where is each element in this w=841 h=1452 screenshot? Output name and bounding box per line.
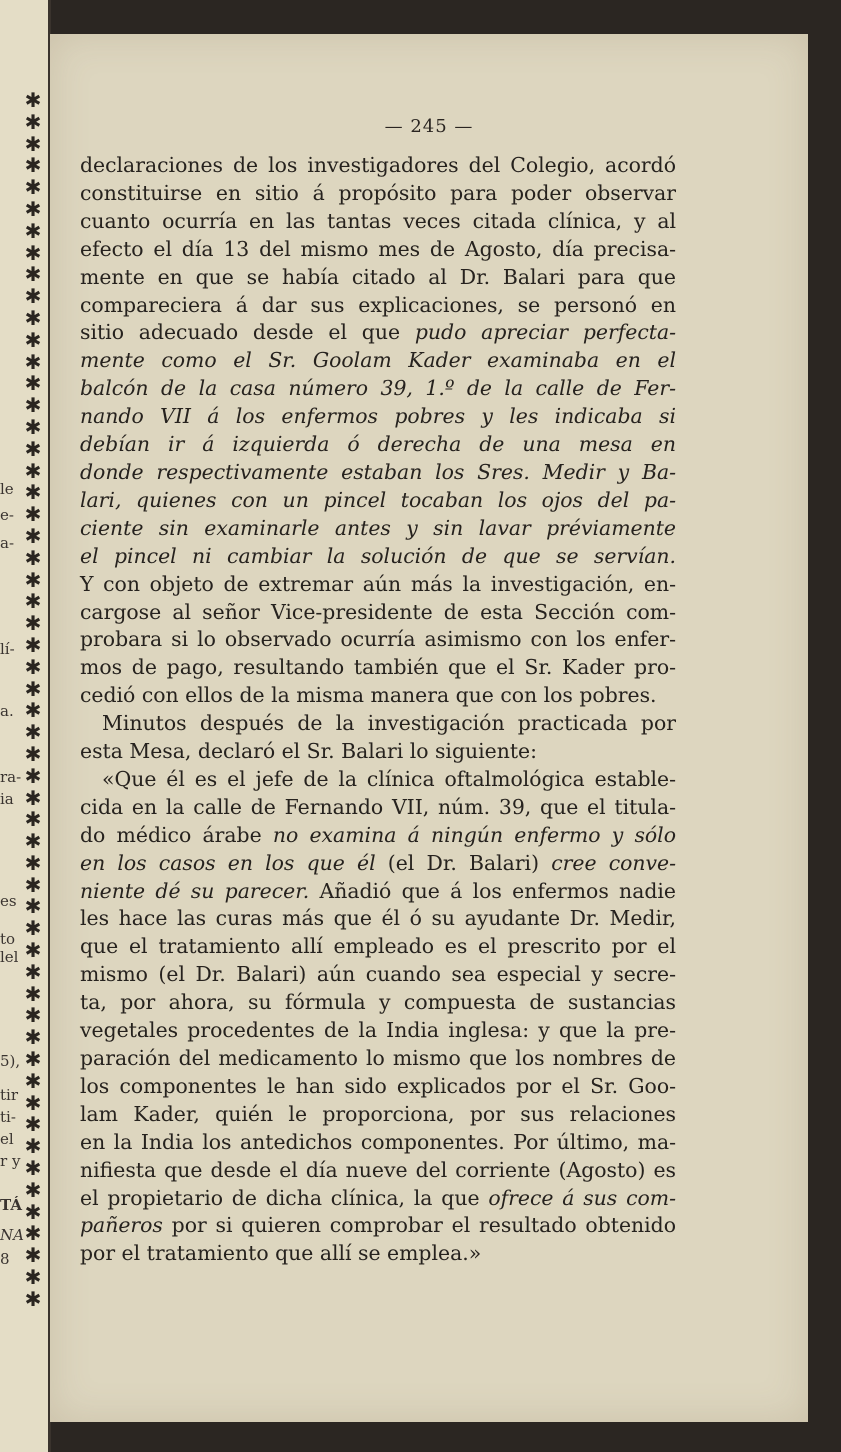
text-line: [80, 571, 676, 599]
strip-fragment: 8: [0, 1250, 10, 1268]
text-line: [80, 1212, 676, 1240]
page-number: — 245 —: [384, 116, 474, 137]
strip-fragment: r y: [0, 1152, 21, 1170]
strip-fragment: TÁ: [0, 1196, 22, 1214]
text-line: [80, 375, 676, 403]
text-segment: esta Mesa, declaró el Sr. Balari lo siguiente:: [80, 739, 537, 764]
text-segment: mos de pago, resultando también que el Sr. Kader pro-: [80, 655, 676, 680]
text-line: [80, 766, 676, 794]
text-segment: por si quieren comprobar el resultado obtenido: [162, 1213, 676, 1238]
text-line: [80, 961, 676, 989]
text-line: [80, 208, 676, 236]
text-line: [80, 599, 676, 627]
star-border: ✱ ✱ ✱ ✱ ✱ ✱ ✱ ✱ ✱ ✱ ✱ ✱ ✱ ✱ ✱ ✱ ✱ ✱ ✱ ✱ ✱ ✱ ✱ ✱ ✱ ✱ ✱ ✱ ✱ ✱ ✱ ✱ ✱ ✱ ✱ ✱ ✱ ✱ ✱ ✱ ✱ ✱ ✱ ✱ ✱ ✱ ✱ ✱ ✱ ✱ ✱ ✱ ✱ ✱ ✱ ✱: [24, 88, 42, 1311]
text-segment: el pincel ni cambiar la solución de que se servían.: [80, 543, 676, 568]
text-segment: el propietario de dicha clínica, la que: [80, 1185, 489, 1210]
text-line: [80, 822, 676, 850]
text-line: [80, 487, 676, 515]
text-line: [80, 850, 676, 878]
text-segment: Minutos después de la investigación practicada por: [102, 711, 676, 736]
text-segment: donde respectivamente estaban los Sres. Medir y Ba-: [80, 459, 676, 484]
adjacent-page-strip: [0, 0, 51, 1452]
strip-fragment: el: [0, 1130, 14, 1148]
strip-fragment: NA: [0, 1226, 24, 1244]
text-segment: pudo apreciar perfecta-: [414, 320, 676, 345]
text-line: [80, 654, 676, 682]
text-segment: por el tratamiento que allí se emplea.»: [80, 1241, 482, 1266]
text-segment: nando VII á los enfermos pobres y les indicaba si: [80, 404, 676, 429]
strip-fragment: lel: [0, 948, 19, 966]
text-line: [80, 1017, 676, 1045]
text-line: [80, 431, 676, 459]
text-line: [80, 933, 676, 961]
book-page: [50, 34, 808, 1422]
text-segment: que el tratamiento allí empleado es el prescrito por el: [80, 934, 676, 959]
body-text: [80, 152, 676, 1268]
text-segment: cargose al señor Vice-presidente de esta Sección com-: [80, 599, 676, 624]
text-segment: efecto el día 13 del mismo mes de Agosto, día precisa-: [80, 236, 676, 261]
text-segment: nifiesta que desde el día nueve del corriente (Agosto) es: [80, 1157, 676, 1182]
text-line: [80, 738, 676, 766]
text-line: [80, 1073, 676, 1101]
strip-fragment: ra-: [0, 768, 22, 786]
text-segment: pañeros: [80, 1213, 163, 1238]
strip-fragment: a-: [0, 534, 15, 552]
strip-fragment: e-: [0, 506, 14, 524]
text-line: [80, 989, 676, 1017]
text-line: [80, 905, 676, 933]
strip-fragment: lí-: [0, 640, 15, 658]
text-segment: declaraciones de los investigadores del Colegio, acordó: [80, 153, 676, 177]
text-line: [80, 1157, 676, 1185]
text-segment: do médico árabe: [80, 822, 273, 847]
text-line: [80, 459, 676, 487]
text-line: [80, 347, 676, 375]
text-line: [80, 626, 676, 654]
text-segment: (el Dr. Balari): [375, 850, 552, 875]
text-segment: lam Kader, quién le proporciona, por sus relaciones: [80, 1101, 676, 1126]
text-line: [80, 543, 676, 571]
text-segment: lari, quienes con un pincel tocaban los ojos del pa-: [80, 487, 676, 512]
text-line: [80, 292, 676, 320]
text-segment: los componentes le han sido explicados por el Sr. Goo-: [80, 1073, 676, 1098]
text-segment: cuanto ocurría en las tantas veces citada clínica, y al: [80, 208, 676, 233]
text-segment: Añadió que á los enfermos nadie: [309, 878, 676, 903]
text-segment: «Que él es el jefe de la clínica oftalmológica estable-: [102, 766, 676, 791]
text-segment: debían ir á izquierda ó derecha de una mesa en: [80, 432, 676, 457]
text-segment: mente como el Sr. Goolam Kader examinaba en el: [80, 348, 676, 373]
text-segment: Y con objeto de extremar aún más la investigación, en-: [80, 571, 676, 596]
text-segment: cree conve-: [551, 850, 676, 875]
text-line: [80, 1129, 676, 1157]
text-segment: niente dé su parecer.: [80, 878, 310, 903]
text-line: [80, 264, 676, 292]
text-segment: constituirse en sitio á propósito para poder observar: [80, 180, 676, 205]
text-segment: no examina á ningún enfermo y sólo: [272, 822, 676, 847]
text-line: [80, 403, 676, 431]
text-segment: sitio adecuado desde el que: [80, 320, 415, 345]
strip-fragment: es: [0, 892, 17, 910]
text-line: [80, 515, 676, 543]
strip-fragment: 5),: [0, 1052, 21, 1070]
strip-fragment: ti-: [0, 1108, 16, 1126]
text-segment: mente en que se había citado al Dr. Balari para que: [80, 264, 676, 289]
strip-fragment: to: [0, 930, 16, 948]
strip-fragment: ia: [0, 790, 14, 808]
text-line: [80, 1240, 676, 1268]
text-line: [80, 1185, 676, 1213]
text-line: [80, 236, 676, 264]
text-line: [80, 319, 676, 347]
text-line: [80, 878, 676, 906]
text-line: [80, 682, 676, 710]
text-line: [80, 1045, 676, 1073]
text-segment: les hace las curas más que él ó su ayudante Dr. Medir,: [80, 906, 676, 931]
text-segment: ciente sin examinarle antes y sin lavar préviamente: [80, 515, 676, 540]
text-segment: ofrece á sus com-: [488, 1185, 676, 1210]
text-segment: probara si lo observado ocurría asimismo con los enfer-: [80, 627, 676, 652]
text-segment: compareciera á dar sus explicaciones, se personó en: [80, 292, 676, 317]
text-line: [80, 710, 676, 738]
strip-fragment: tir: [0, 1086, 18, 1104]
text-segment: paración del medicamento lo mismo que los nombres de: [80, 1046, 676, 1070]
text-segment: en la India los antedichos componentes. Por último, ma-: [80, 1129, 676, 1154]
text-segment: en los casos en los que él: [80, 850, 376, 875]
text-line: [80, 180, 676, 208]
text-segment: cedió con ellos de la misma manera que con los pobres.: [80, 683, 657, 708]
text-segment: vegetales procedentes de la India inglesa: y que la pre-: [80, 1018, 676, 1043]
text-line: [80, 794, 676, 822]
text-segment: mismo (el Dr. Balari) aún cuando sea especial y secre-: [80, 962, 676, 987]
text-line: [80, 1101, 676, 1129]
text-segment: balcón de la casa número 39, 1.º de la calle de Fer-: [80, 376, 676, 401]
strip-fragment: a.: [0, 702, 14, 720]
text-line: [80, 152, 676, 180]
strip-fragment: le: [0, 480, 14, 498]
text-segment: ta, por ahora, su fórmula y compuesta de sustancias: [80, 990, 676, 1015]
text-segment: cida en la calle de Fernando VII, núm. 39, que el titula-: [80, 794, 676, 819]
